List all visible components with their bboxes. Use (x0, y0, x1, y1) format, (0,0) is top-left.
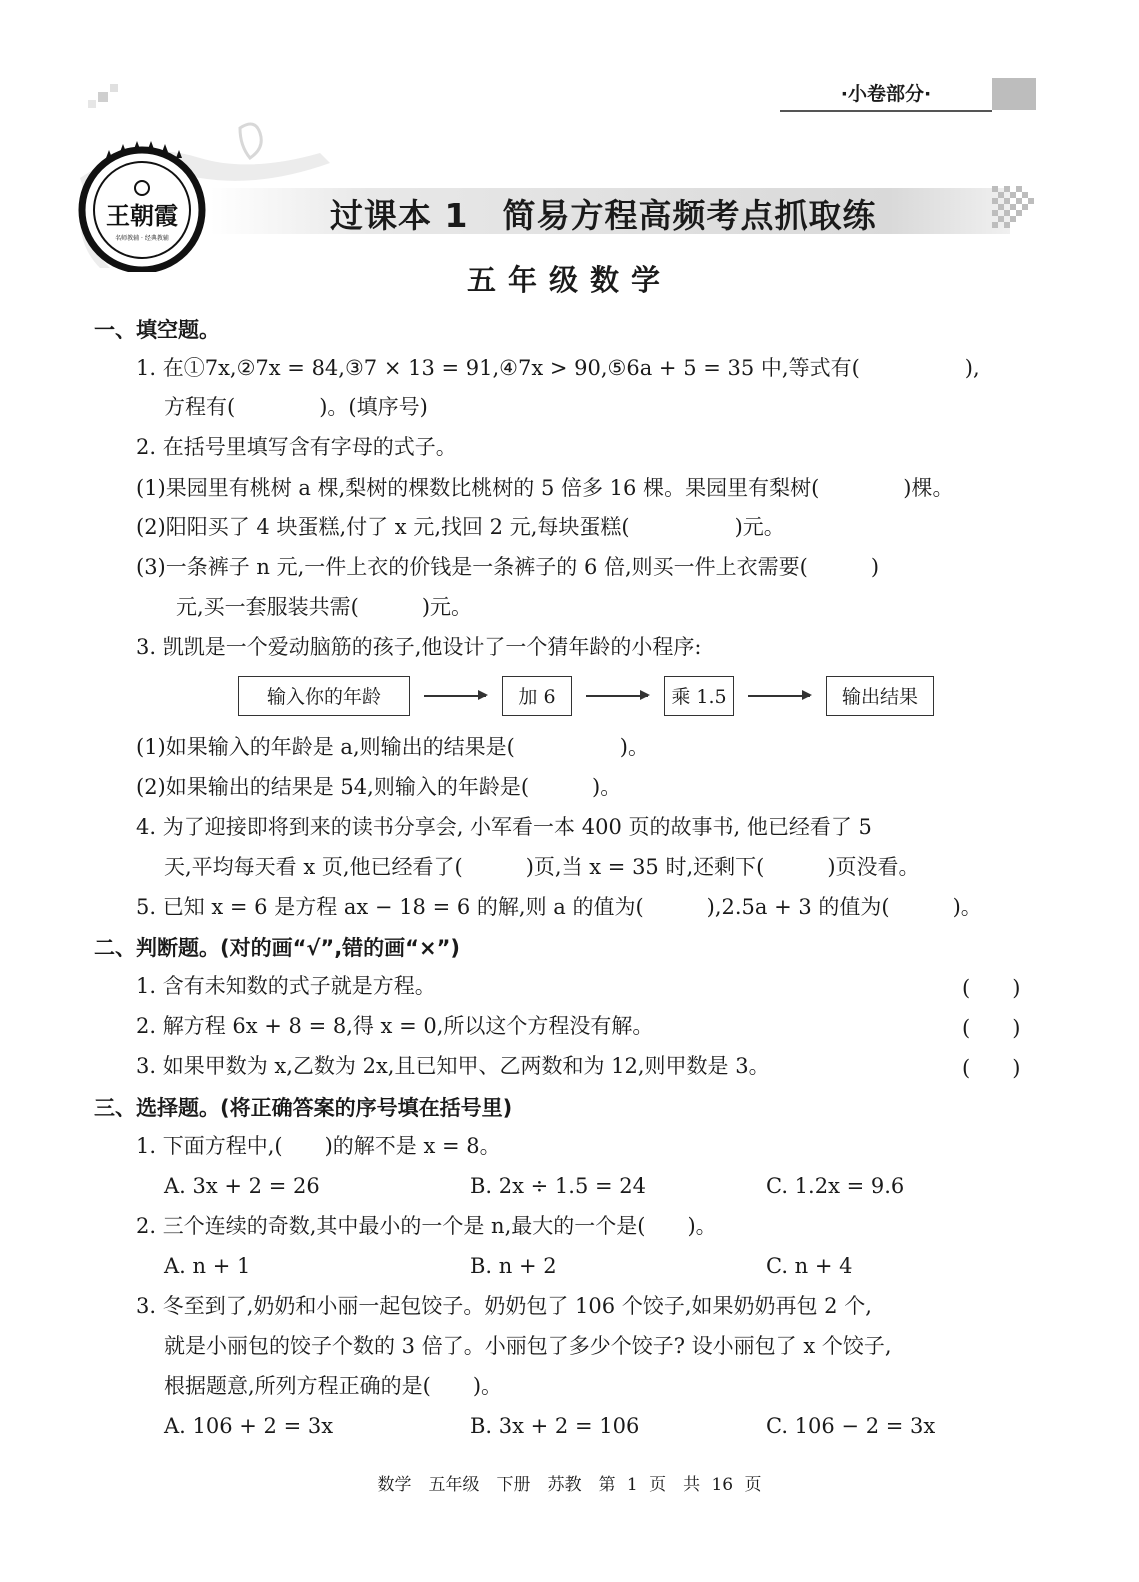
question-text: 根据题意,所列方程正确的是( )。 (164, 1374, 503, 1398)
question-text: 4. 为了迎接即将到来的读书分享会, 小军看一本 400 页的故事书, 他已经看了 5 (136, 815, 872, 839)
choice-option: C. n + 4 (766, 1254, 853, 1278)
question-text: 2. 在括号里填写含有字母的式子。 (136, 435, 457, 459)
question-text: (2)阳阳买了 4 块蛋糕,付了 x 元,找回 2 元,每块蛋糕( )元。 (136, 515, 785, 539)
corner-decoration (98, 92, 108, 102)
page-title: 过课本 1 简易方程高频考点抓取练 (330, 196, 877, 235)
question-text: (3)一条裤子 n 元,一件上衣的价钱是一条裤子的 6 倍,则买一件上衣需要( ) (136, 555, 880, 579)
choice-option: B. n + 2 (470, 1254, 557, 1278)
page-subtitle: 五年级数学 (466, 263, 672, 297)
choice-option: A. 3x + 2 = 26 (164, 1174, 320, 1198)
question-text: (1)果园里有桃树 a 棵,梨树的棵数比桃树的 5 倍多 16 棵。果园里有梨树( )棵。 (136, 476, 954, 500)
arrow-icon (586, 695, 648, 697)
section-tag-block (992, 78, 1036, 110)
question-text: 天,平均每天看 x 页,他已经看了( )页,当 x = 35 时,还剩下( )页没看。 (164, 855, 920, 879)
flow-box: 加 6 (502, 676, 572, 716)
choice-option: A. 106 + 2 = 3x (164, 1414, 334, 1438)
choice-option: A. n + 1 (164, 1254, 251, 1278)
question-text: 1. 下面方程中,( )的解不是 x = 8。 (136, 1134, 501, 1158)
question-text: 2. 三个连续的奇数,其中最小的一个是 n,最大的一个是( )。 (136, 1214, 717, 1238)
choice-option: B. 2x ÷ 1.5 = 24 (470, 1174, 646, 1198)
question-text: 2. 解方程 6x + 8 = 8,得 x = 0,所以这个方程没有解。 (136, 1014, 654, 1038)
choice-option: C. 1.2x = 9.6 (766, 1174, 905, 1198)
flow-box: 输入你的年龄 (238, 676, 410, 716)
question-text: 元,买一套服装共需( )元。 (176, 595, 473, 619)
question-text: 5. 已知 x = 6 是方程 ax − 18 = 6 的解,则 a 的值为( ),2.5a + 3 的值为( )。 (136, 895, 982, 919)
answer-blank[interactable]: ( ) (962, 1016, 1021, 1040)
question-text: (2)如果输出的结果是 54,则输入的年龄是( )。 (136, 775, 622, 799)
question-text: 3. 凯凯是一个爱动脑筋的孩子,他设计了一个猜年龄的小程序: (136, 635, 702, 659)
section-heading: 二、判断题。(对的画“√”,错的画“×”) (94, 936, 460, 960)
arrow-icon (748, 695, 810, 697)
flow-box: 输出结果 (826, 676, 934, 716)
page-footer: 数学 五年级 下册 苏教 第 1 页 共 16 页 (377, 1475, 762, 1495)
choice-option: C. 106 − 2 = 3x (766, 1414, 936, 1438)
question-text: 就是小丽包的饺子个数的 3 倍了。小丽包了多少个饺子? 设小丽包了 x 个饺子, (164, 1334, 892, 1358)
svg-text:名师教辅 · 经典教辅: 名师教辅 · 经典教辅 (115, 235, 169, 242)
svg-text:王朝霞: 王朝霞 (106, 201, 178, 230)
section-tag-label: ·小卷部分· (780, 78, 992, 112)
question-text: 1. 在①7x,②7x = 84,③7 × 13 = 91,④7x > 90,⑤6a + 5 = 35 中,等式有( ), (136, 356, 980, 380)
question-text: 3. 冬至到了,奶奶和小丽一起包饺子。奶奶包了 106 个饺子,如果奶奶再包 2 个, (136, 1294, 872, 1318)
section-heading: 一、填空题。 (94, 318, 220, 342)
brand-logo (76, 140, 208, 272)
corner-decoration (110, 84, 118, 92)
arrow-icon (424, 695, 486, 697)
corner-decoration (88, 100, 96, 108)
section-tag (780, 78, 1036, 110)
section-heading: 三、选择题。(将正确答案的序号填在括号里) (94, 1096, 513, 1120)
question-text: 3. 如果甲数为 x,乙数为 2x,且已知甲、乙两数和为 12,则甲数是 3。 (136, 1054, 770, 1078)
question-text: 方程有( )。(填序号) (164, 395, 428, 419)
answer-blank[interactable]: ( ) (962, 976, 1021, 1000)
choice-option: B. 3x + 2 = 106 (470, 1414, 640, 1438)
question-text: 1. 含有未知数的式子就是方程。 (136, 974, 436, 998)
answer-blank[interactable]: ( ) (962, 1056, 1021, 1080)
question-text: (1)如果输入的年龄是 a,则输出的结果是( )。 (136, 735, 650, 759)
checker-decoration (992, 186, 1038, 236)
flow-box: 乘 1.5 (664, 676, 734, 716)
